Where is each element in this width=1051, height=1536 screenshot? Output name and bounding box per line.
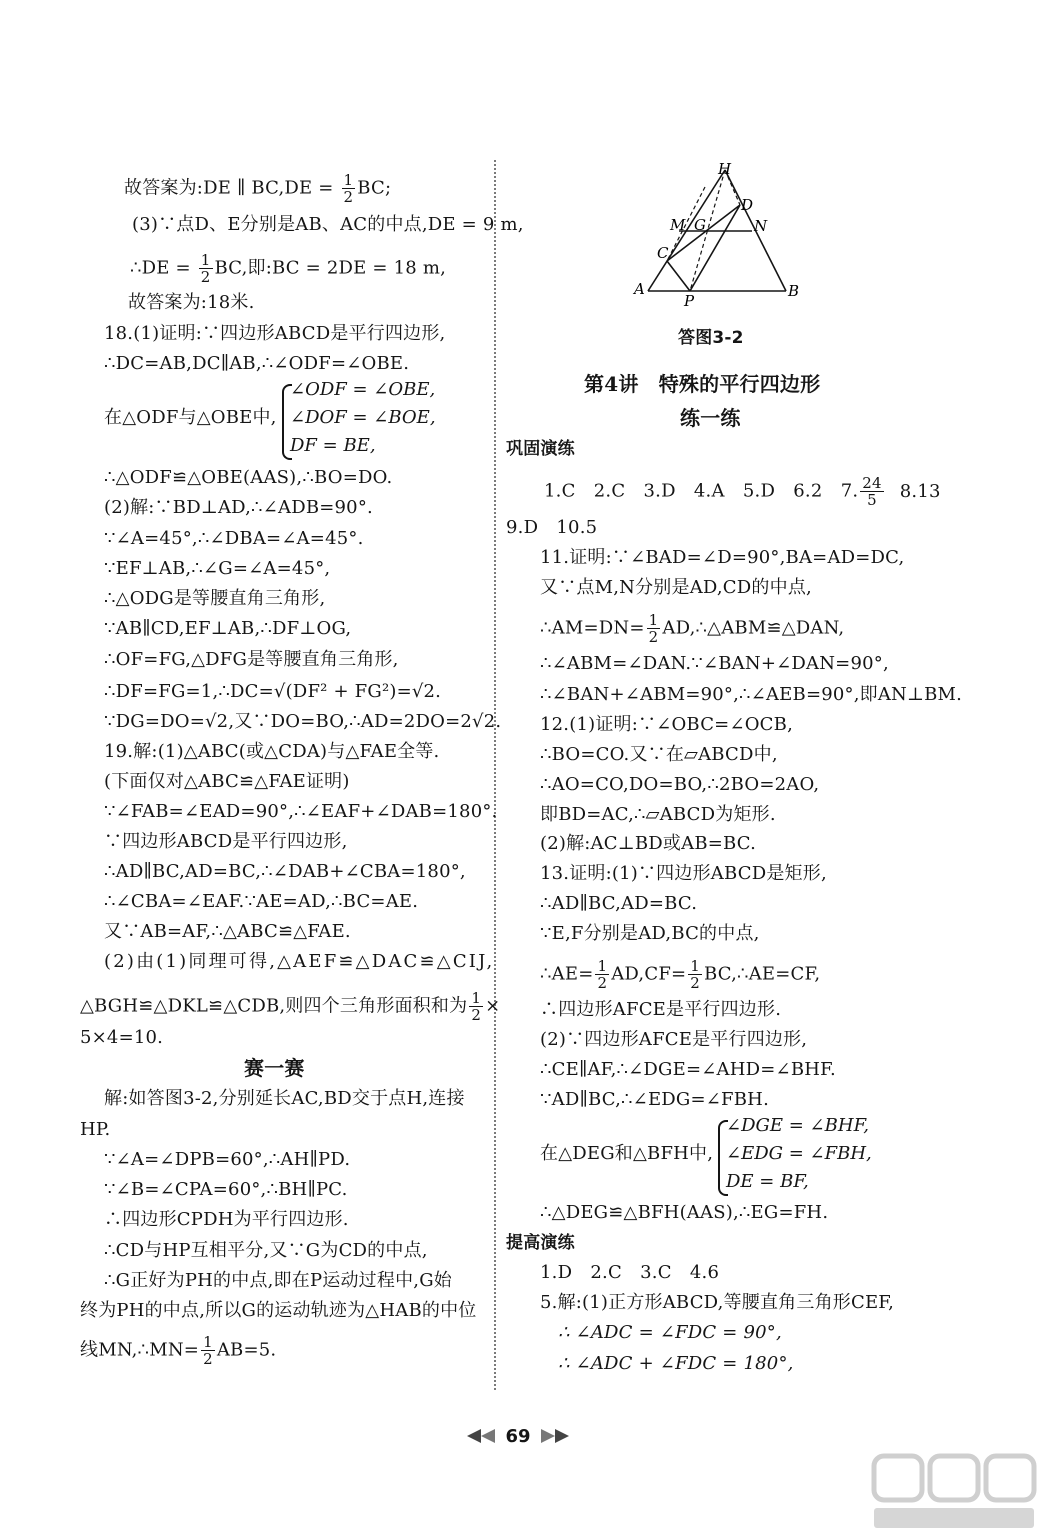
subsection-title: 练一练: [680, 406, 741, 430]
text-line: 即BD=AC,∴▱ABCD为矩形.: [540, 804, 776, 825]
text-line: ∵∠FAB=∠EAD=90°,∴∠EAF+∠DAB=180°.: [104, 801, 498, 822]
text-line: 11.证明:∵∠BAD=∠D=90°,BA=AD=DC,: [540, 547, 905, 568]
answer-line: 9.D 10.5: [506, 517, 598, 538]
label-n: N: [754, 217, 768, 235]
page-number: [448, 1424, 588, 1448]
text-line: ∵AB∥CD,EF⊥AB,∴DF⊥OG,: [104, 618, 352, 639]
system-line: DF = BE,: [290, 435, 376, 456]
text-line: 5.解:(1)正方形ABCD,等腰直角三角形CEF,: [540, 1292, 895, 1313]
text-line: ∴AE= $\frac{1}{2}$ AD,CF= $\frac{1}{2}$ BC,∴AE=CF,: [540, 957, 821, 992]
label-m: M: [670, 216, 686, 234]
text-line: (2)由(1)同理可得,△AEF≌△DAC≌△CIJ,: [104, 951, 495, 972]
answer-line: 1.C 2.C 3.D 4.A 5.D 6.2 7. $\frac{24}{5}$ 8.13: [544, 474, 941, 509]
answer-line: 1.D 2.C 3.C 4.6: [540, 1262, 720, 1283]
section-label: 巩固演练: [506, 439, 575, 459]
text-line: 故答案为:18米.: [128, 292, 255, 313]
text-line: ∵∠A=45°,∴∠DBA=∠A=45°.: [104, 528, 364, 549]
text-line: ∵EF⊥AB,∴∠G=∠A=45°,: [104, 558, 331, 579]
text-line: HP.: [80, 1119, 111, 1140]
label-a: A: [634, 280, 645, 298]
text-line: ∴△DEG≌△BFH(AAS),∴EG=FH.: [540, 1202, 829, 1223]
text-line: 13.证明:(1)∵四边形ABCD是矩形,: [540, 863, 827, 884]
figure-caption: 答图3-2: [678, 328, 744, 348]
segment-cp: [667, 261, 690, 291]
text-line: 19.解:(1)△ABC(或△CDA)与△FAE全等.: [104, 741, 440, 762]
text-line: ∴CD与HP互相平分,又∵G为CD的中点,: [104, 1240, 428, 1261]
text-line: 12.(1)证明:∵∠OBC=∠OCB,: [540, 714, 794, 735]
page-number-text: 69: [505, 1425, 531, 1447]
text-line: ∴DC=AB,DC∥AB,∴∠ODF=∠OBE.: [104, 353, 410, 374]
section-title: 赛一赛: [244, 1056, 305, 1080]
text-line: ∴AD∥BC,AD=BC.: [540, 893, 698, 914]
text-line: ∴四边形CPDH为平行四边形.: [104, 1209, 349, 1230]
system-line: ∠DGE = ∠BHF,: [726, 1115, 869, 1136]
label-b: B: [788, 282, 800, 300]
lecture-title: 第4讲 特殊的平行四边形: [584, 372, 821, 396]
text-line: 解:如答图3-2,分别延长AC,BD交于点H,连接: [104, 1088, 465, 1109]
system-line: ∠ODF = ∠OBE,: [290, 379, 436, 400]
text-line: 18.(1)证明:∵四边形ABCD是平行四边形,: [104, 323, 446, 344]
text-line: ∴OF=FG,△DFG是等腰直角三角形,: [104, 649, 399, 670]
answer-line: 故答案为:DE ∥ BC,DE = $\frac{1}{2}$ BC;: [124, 171, 392, 206]
section-label: 提高演练: [506, 1233, 575, 1253]
fraction: $\frac{1}{2}$: [203, 1333, 213, 1368]
text-line: ∴ ∠ADC = ∠FDC = 90°,: [558, 1322, 782, 1343]
fraction: $\frac{1}{2}$: [690, 957, 701, 992]
fraction: $\frac{24}{5}$: [862, 474, 882, 509]
label-g: G: [694, 216, 706, 234]
text-line: 终为PH的中点,所以G的运动轨迹为△HAB的中位: [80, 1300, 477, 1321]
watermark-logo: [868, 1452, 1048, 1536]
text-line: ∵AD∥BC,∴∠EDG=∠FBH.: [540, 1089, 769, 1110]
text-line: ∴∠BAN+∠ABM=90°,∴∠AEB=90°,即AN⊥BM.: [540, 684, 963, 705]
label-d: D: [741, 196, 754, 214]
text-line: (2)解:∵BD⊥AD,∴∠ADB=90°.: [104, 497, 373, 518]
text-line: (下面仅对△ABC≌△FAE证明): [104, 771, 350, 792]
geometry-figure: [620, 160, 810, 310]
text-line: ∴DE = $\frac{1}{2}$ BC,即:BC = 2DE = 18 m,: [130, 251, 447, 286]
text-line: 在△DEG和△BFH中,: [540, 1143, 714, 1164]
text-line: ∵∠B=∠CPA=60°,∴BH∥PC.: [104, 1179, 348, 1200]
text-line: ∴CE∥AF,∴∠DGE=∠AHD=∠BHF.: [540, 1059, 836, 1080]
column-divider: [494, 160, 496, 1390]
label-h: H: [718, 160, 732, 178]
fraction: $\frac{1}{2}$: [343, 171, 354, 206]
double-right-arrow-icon: [537, 1427, 571, 1445]
system-line: ∠DOF = ∠BOE,: [290, 407, 436, 428]
text-line: ∴△ODG是等腰直角三角形,: [104, 588, 326, 609]
text-line: △BGH≌△DKL≌△CDB,则四个三角形面积和为 $\frac{1}{2}$ ×: [80, 989, 501, 1024]
text-line: (3)∵点D、E分别是AB、AC的中点,DE = 9 m,: [132, 214, 524, 235]
text-line: 5×4=10.: [80, 1027, 164, 1048]
label-c: C: [657, 244, 669, 262]
text-line: (2)解:AC⊥BD或AB=BC.: [540, 833, 757, 854]
text-line: ∴∠CBA=∠EAF.∵AE=AD,∴BC=AE.: [104, 891, 419, 912]
text-line: ∵∠A=∠DPB=60°,∴AH∥PD.: [104, 1149, 351, 1170]
text-line: ∴ ∠ADC + ∠FDC = 180°,: [558, 1353, 794, 1374]
text-line: ∴∠ABM=∠DAN.∵∠BAN+∠DAN=90°,: [540, 653, 889, 674]
text-line: 又∵点M,N分别是AD,CD的中点,: [540, 577, 812, 598]
text-line: ∴AD∥BC,AD=BC,∴∠DAB+∠CBA=180°,: [104, 861, 466, 882]
text-line: 线MN,∴MN= $\frac{1}{2}$ AB=5.: [80, 1333, 277, 1368]
text-line: 又∵AB=AF,∴△ABC≌△FAE.: [104, 921, 351, 942]
fraction: $\frac{1}{2}$: [200, 251, 211, 286]
text-line: ∴四边形AFCE是平行四边形.: [540, 999, 782, 1020]
system-line: ∠EDG = ∠FBH,: [726, 1143, 872, 1164]
fraction: $\frac{1}{2}$: [471, 989, 482, 1024]
text-line: 在△ODF与△OBE中,: [104, 407, 277, 428]
system-line: DE = BF,: [726, 1171, 809, 1192]
text-line: ∵DG=DO=√2,又∵DO=BO,∴AD=2DO=2√2.: [104, 711, 502, 732]
fraction: $\frac{1}{2}$: [648, 611, 659, 646]
text-line: ∴AM=DN= $\frac{1}{2}$ AD,∴△ABM≌△DAN,: [540, 611, 845, 646]
text-line: ∴AO=CO,DO=BO,∴2BO=2AO,: [540, 774, 820, 795]
text-line: ∴G正好为PH的中点,即在P运动过程中,G始: [104, 1270, 452, 1291]
text-line: (2)∵四边形AFCE是平行四边形,: [540, 1029, 808, 1050]
fraction: $\frac{1}{2}$: [597, 957, 608, 992]
label-p: P: [684, 292, 695, 310]
text-line: ∴DF=FG=1,∴DC=√(DF² + FG²)=√2.: [104, 681, 442, 702]
text-line: ∴△ODF≌△OBE(AAS),∴BO=DO.: [104, 467, 393, 488]
watermark-image: [868, 1452, 1048, 1532]
text-line: ∵E,F分别是AD,BC的中点,: [540, 923, 760, 944]
text-line: ∴BO=CO.又∵在▱ABCD中,: [540, 744, 778, 765]
text-line: ∵四边形ABCD是平行四边形,: [104, 831, 348, 852]
double-left-arrow-icon: [465, 1427, 499, 1445]
